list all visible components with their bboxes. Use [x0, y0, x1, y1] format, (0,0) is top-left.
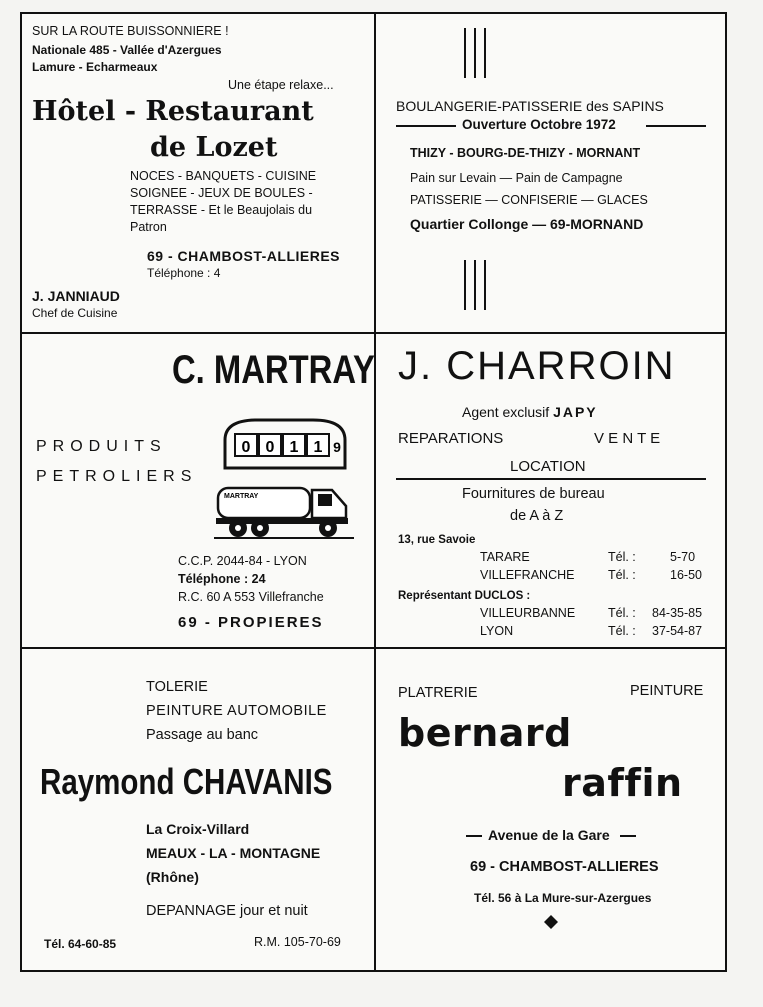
banc-text: Passage au banc — [146, 727, 259, 743]
platrerie-text: PLATRERIE — [398, 685, 478, 701]
towns-text: THIZY - BOURG-DE-THIZY - MORNANT — [410, 146, 641, 160]
lyon-number: 37-54-87 — [652, 624, 703, 638]
supplies-line2: de A à Z — [510, 508, 564, 524]
rm-text: R.M. 105-70-69 — [254, 935, 341, 949]
ad-hotel-restaurant — [22, 14, 374, 332]
tanker-truck-icon — [214, 476, 354, 542]
etape-text: Une étape relaxe... — [228, 78, 334, 92]
martray-town: 69 - PROPIERES — [178, 614, 324, 631]
advertisement-page — [20, 12, 727, 972]
agent-prefix: Agent exclusif — [462, 404, 550, 420]
croix-villard-text: La Croix-Villard — [146, 821, 250, 837]
owner-name: J. JANNIAUD — [32, 288, 120, 304]
chavanis-phone: Tél. 64-60-85 — [44, 937, 117, 951]
ad-bernard-raffin — [376, 649, 729, 972]
rhone-text: (Rhône) — [146, 869, 199, 885]
lamure-text: Lamure - Echarmeaux — [32, 60, 158, 74]
products-line2: PETROLIERS — [36, 468, 198, 485]
charroin-name: J. CHARROIN — [398, 344, 676, 388]
villeurbanne-town: VILLEURBANNE — [480, 606, 576, 620]
diamond-icon — [544, 915, 558, 929]
hotel-desc-4: Patron — [130, 220, 167, 234]
hotel-desc-1: NOCES - BANQUETS - CUISINE — [130, 169, 317, 183]
agent-text — [462, 404, 598, 420]
avenue-text: Avenue de la Gare — [488, 827, 610, 843]
bernard-town: 69 - CHAMBOST-ALLIERES — [470, 859, 659, 875]
repairs-text: REPARATIONS — [398, 430, 504, 447]
svg-text:MARTRAY: MARTRAY — [224, 493, 259, 500]
svg-text:1: 1 — [289, 439, 299, 456]
nationale-text: Nationale 485 - Vallée d'Azergues — [32, 43, 222, 57]
villeurbanne-label: Tél. : — [608, 606, 636, 620]
tolerie-text: TOLERIE — [146, 679, 208, 695]
tarare-label: Tél. : — [608, 550, 636, 564]
sales-text: V E N T E — [594, 430, 661, 447]
raffin-name: raffin — [562, 761, 683, 805]
opening-text: Ouverture Octobre 1972 — [462, 117, 616, 132]
lyon-town: LYON — [480, 624, 514, 638]
rental-text: LOCATION — [510, 458, 586, 475]
hotel-phone: Téléphone : 4 — [147, 266, 221, 280]
villefranche-number: 16-50 — [670, 568, 702, 582]
villeurbanne-number: 84-35-85 — [652, 606, 703, 620]
owner-role: Chef de Cuisine — [32, 306, 118, 320]
street-rule-right — [620, 835, 636, 837]
representative-text: Représentant DUCLOS : — [398, 590, 531, 602]
peinture-right-text: PEINTURE — [630, 683, 704, 699]
bernard-name: bernard — [398, 711, 572, 755]
fuel-pump-icon — [217, 416, 353, 476]
rule-left — [396, 125, 456, 127]
route-text: SUR LA ROUTE BUISSONNIERE ! — [32, 24, 229, 38]
hotel-desc-3: TERRASSE - Et le Beaujolais du — [130, 203, 313, 217]
rc-text: R.C. 60 A 553 Villefranche — [178, 590, 324, 604]
ccp-text: C.C.P. 2044-84 - LYON — [178, 554, 307, 568]
bread-line: Pain sur Levain — Pain de Campagne — [410, 171, 623, 185]
peinture-text: PEINTURE AUTOMOBILE — [146, 703, 327, 719]
products-line1: PRODUITS — [36, 438, 167, 455]
villefranche-label: Tél. : — [608, 568, 636, 582]
martray-phone: Téléphone : 24 — [178, 572, 266, 586]
decorative-bars-top — [464, 28, 494, 78]
hotel-address: 69 - CHAMBOST-ALLIERES — [147, 248, 341, 264]
svg-text:0: 0 — [241, 439, 251, 456]
rule-right — [646, 125, 706, 127]
ad-martray — [22, 334, 374, 647]
agent-brand: JAPY — [553, 404, 598, 420]
ad-boulangerie — [376, 14, 729, 332]
hotel-name-line1: Hôtel - Restaurant — [32, 96, 314, 127]
pastry-line: PATISSERIE — CONFISERIE — GLACES — [410, 193, 648, 207]
ad-charroin — [376, 334, 729, 647]
street-text: 13, rue Savoie — [398, 534, 476, 546]
boulangerie-address: Quartier Collonge — 69-MORNAND — [410, 216, 644, 232]
svg-text:1: 1 — [313, 439, 323, 456]
supplies-line1: Fournitures de bureau — [462, 486, 605, 502]
rental-rule — [396, 478, 706, 480]
tarare-number: 5-70 — [670, 550, 696, 564]
hotel-desc-2: SOIGNEE - JEUX DE BOULES - — [130, 186, 313, 200]
martray-name: C. MARTRAY — [172, 348, 375, 392]
depannage-text: DEPANNAGE jour et nuit — [146, 903, 308, 919]
villefranche-town: VILLEFRANCHE — [480, 568, 575, 582]
meaux-text: MEAUX - LA - MONTAGNE — [146, 845, 321, 861]
bernard-phone: Tél. 56 à La Mure-sur-Azergues — [474, 891, 652, 905]
chavanis-name: Raymond CHAVANIS — [40, 761, 333, 802]
ad-chavanis — [22, 649, 374, 972]
boulangerie-title: BOULANGERIE-PATISSERIE des SAPINS — [396, 98, 664, 114]
hotel-name-line2: de Lozet — [150, 132, 278, 163]
tarare-town: TARARE — [480, 550, 530, 564]
svg-text:9: 9 — [333, 439, 341, 455]
decorative-bars-bottom — [464, 260, 494, 310]
street-rule-left — [466, 835, 482, 837]
svg-text:0: 0 — [265, 439, 275, 456]
lyon-label: Tél. : — [608, 624, 636, 638]
